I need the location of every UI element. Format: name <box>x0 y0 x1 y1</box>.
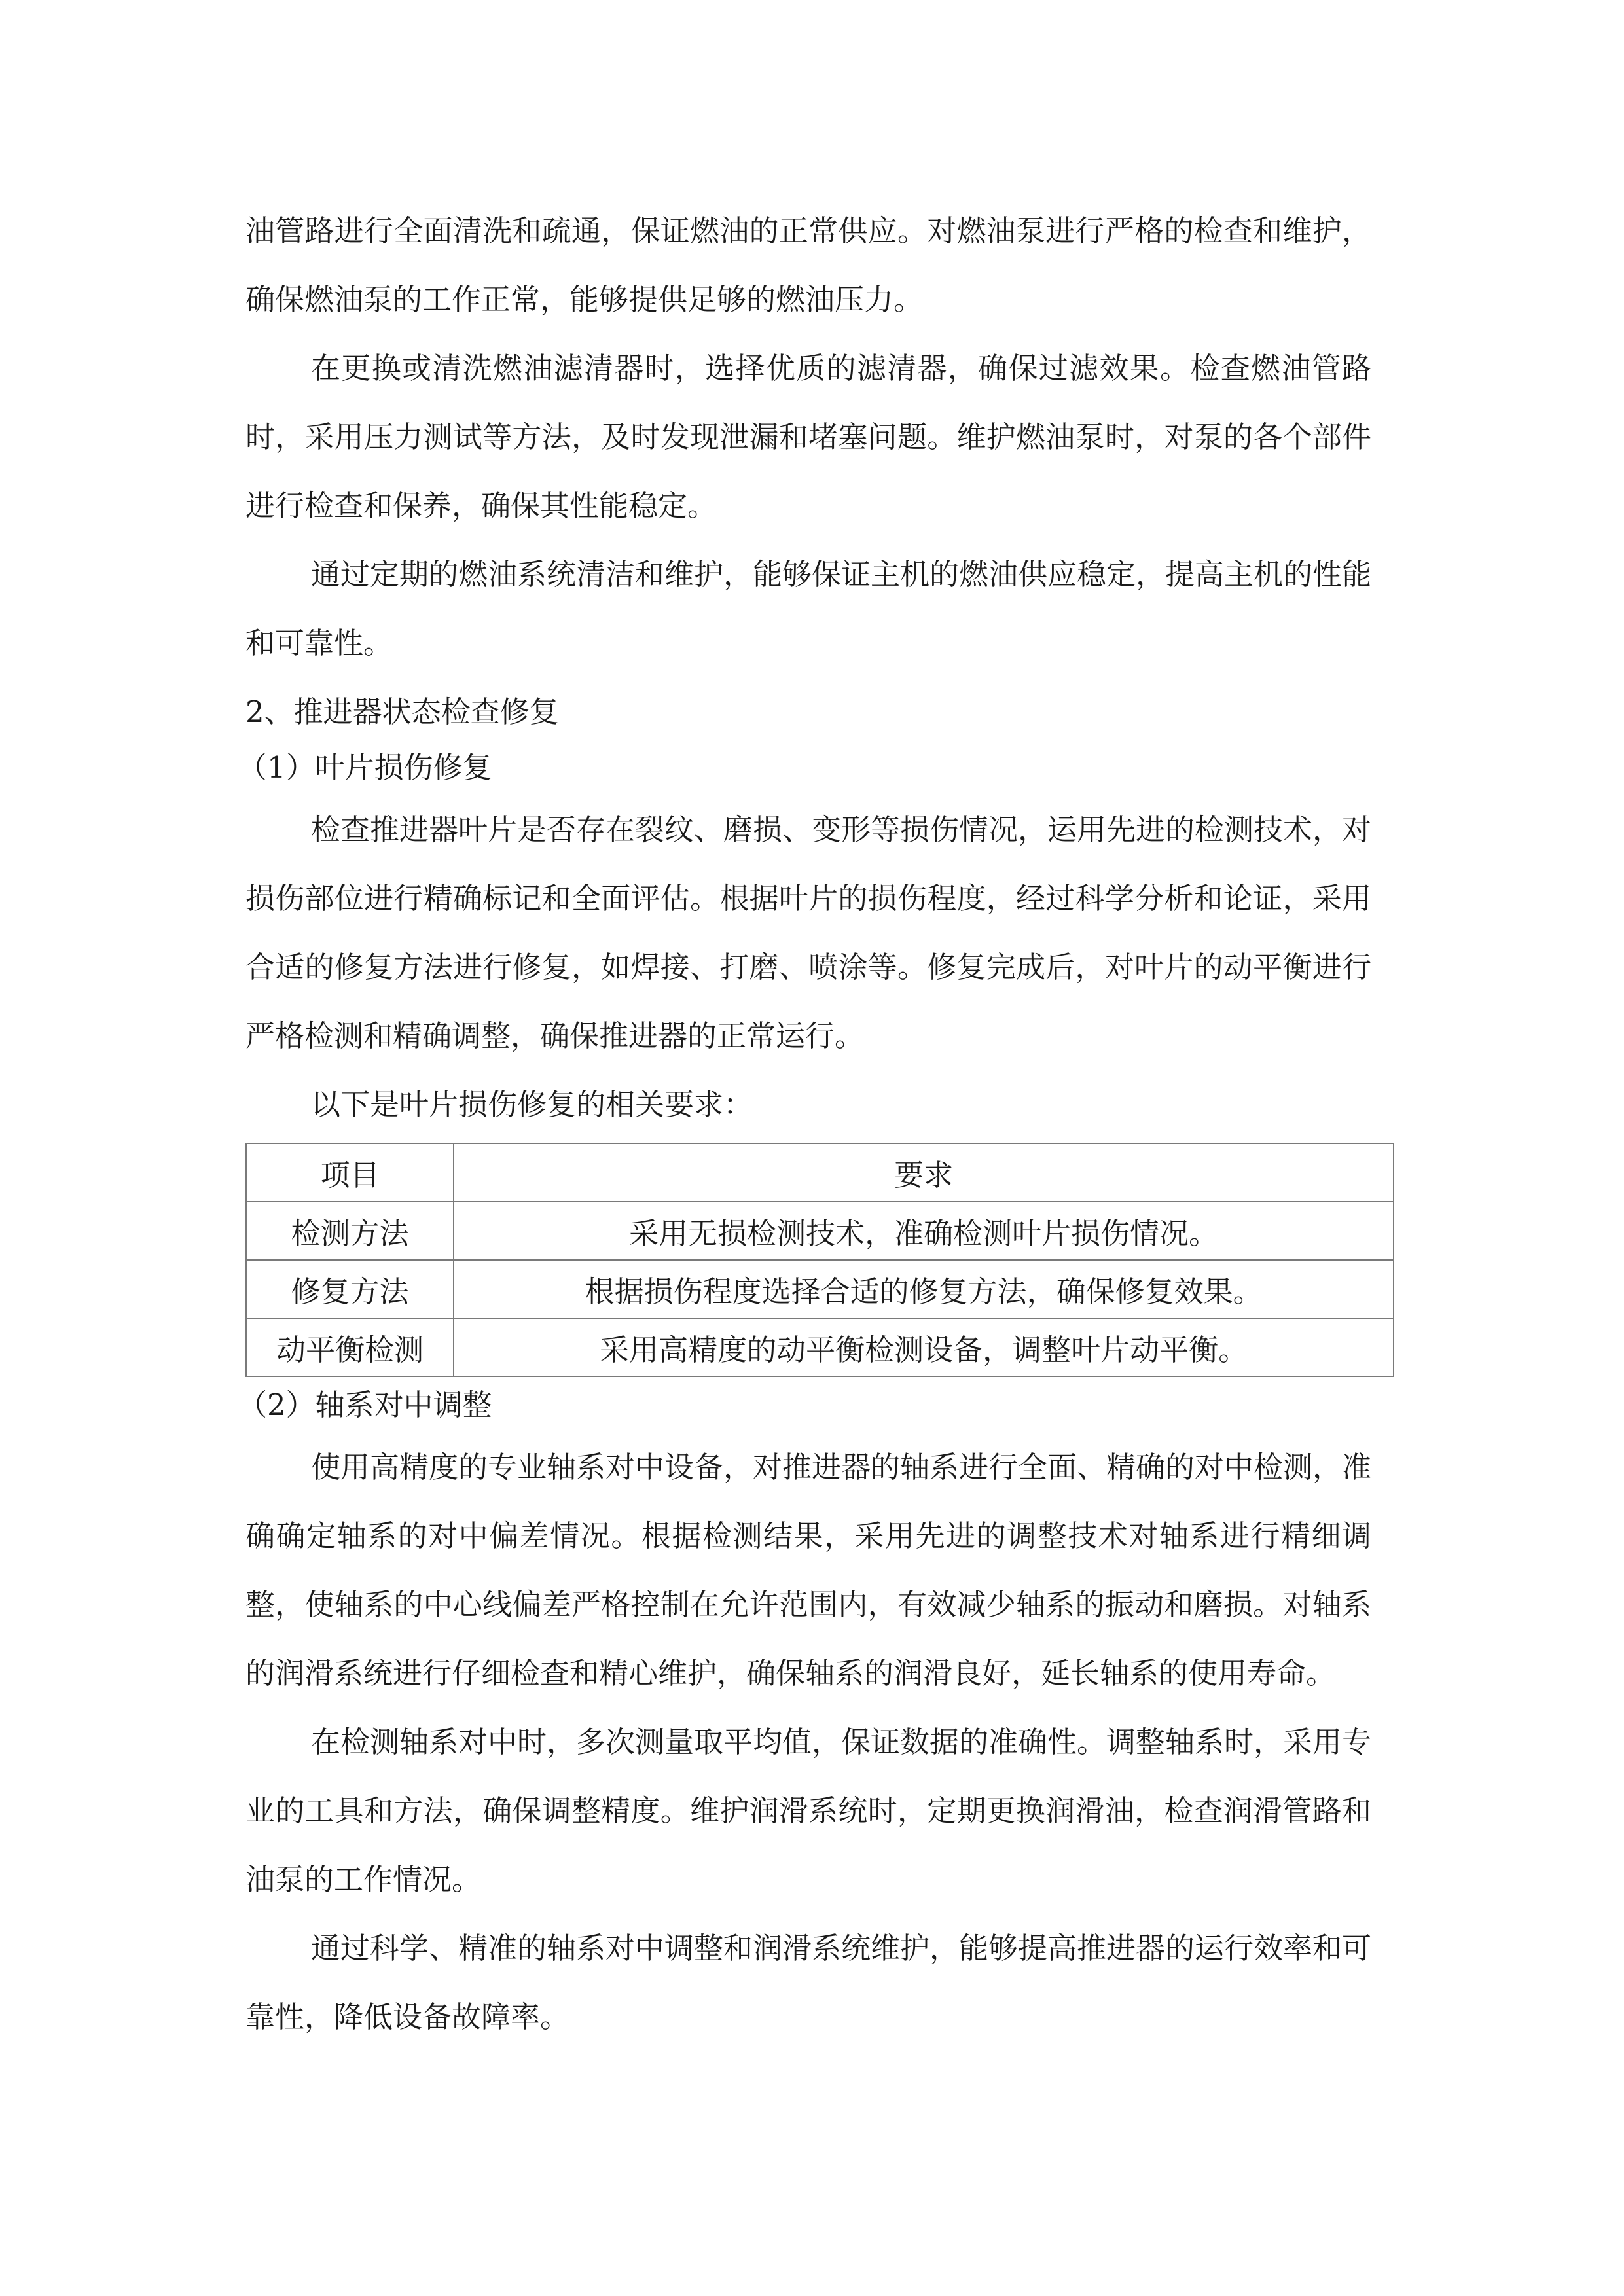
paragraph-shaft-alignment-adjustment: 使用高精度的专业轴系对中设备，对推进器的轴系进行全面、精确的对中检测，准确确定轴系的对中偏差情况。根据检测结果，采用先进的调整技术对轴系进行精细调整，使轴系的中心线偏差严格控制在允许范围内，有效减少轴系的振动和磨损。对轴系的润滑系统进行仔细检查和精心维护，确保轴系的润滑良好，延长轴系的使用寿命。 <box>245 1450 1372 1691</box>
paragraph-fuel-filter-replacement: 在更换或清洗燃油滤清器时，选择优质的滤清器，确保过滤效果。检查燃油管路时，采用压力测试等方法，及时发现泄漏和堵塞问题。维护燃油泵时，对泵的各个部件进行检查和保养，确保其性能稳定。 <box>245 351 1371 523</box>
table-row <box>246 1202 1394 1260</box>
table-intro-text: 以下是叶片损伤修复的相关要求： <box>311 1087 753 1122</box>
paragraph-shaft-alignment-summary: 通过科学、精准的轴系对中调整和润滑系统维护，能够提高推进器的运行效率和可靠性，降低设备故障率。 <box>245 1931 1372 2034</box>
page-content <box>238 196 1372 2051</box>
table-cell-item: 修复方法 <box>246 1260 454 1318</box>
table-row <box>246 1318 1394 1376</box>
subsection-heading-shaft-alignment: （2）轴系对中调整 <box>238 1388 492 1422</box>
subsection-heading-blade-repair: （1）叶片损伤修复 <box>238 750 492 785</box>
section-heading-propeller-inspection: 2、推进器状态检查修复 <box>245 694 559 729</box>
table-header-requirement: 要求 <box>454 1143 1394 1202</box>
table-cell-requirement: 采用高精度的动平衡检测设备，调整叶片动平衡。 <box>454 1318 1394 1376</box>
paragraph-shaft-alignment-measurement: 在检测轴系对中时，多次测量取平均值，保证数据的准确性。调整轴系时，采用专业的工具和方法，确保调整精度。维护润滑系统时，定期更换润滑油，检查润滑管路和油泵的工作情况。 <box>245 1725 1372 1897</box>
table-cell-item: 动平衡检测 <box>246 1318 454 1376</box>
paragraph-blade-damage-repair: 检查推进器叶片是否存在裂纹、磨损、变形等损伤情况，运用先进的检测技术，对损伤部位进行精确标记和全面评估。根据叶片的损伤程度，经过科学分析和论证，采用合适的修复方法进行修复，如焊接、打磨、喷涂等。修复完成后，对叶片的动平衡进行严格检测和精确调整，确保推进器的正常运行。 <box>245 812 1372 1053</box>
table-row <box>246 1260 1394 1318</box>
table-cell-requirement: 采用无损检测技术，准确检测叶片损伤情况。 <box>454 1202 1394 1260</box>
table-header-item: 项目 <box>246 1143 454 1202</box>
table-cell-item: 检测方法 <box>246 1202 454 1260</box>
table-header-row <box>246 1143 1394 1202</box>
table-cell-requirement: 根据损伤程度选择合适的修复方法，确保修复效果。 <box>454 1260 1394 1318</box>
paragraph-fuel-line-cleaning: 油管路进行全面清洗和疏通，保证燃油的正常供应。对燃油泵进行严格的检查和维护，确保燃油泵的工作正常，能够提供足够的燃油压力。 <box>245 213 1371 317</box>
blade-repair-requirements-table <box>245 1143 1394 1377</box>
paragraph-fuel-system-summary: 通过定期的燃油系统清洁和维护，能够保证主机的燃油供应稳定，提高主机的性能和可靠性。 <box>245 557 1372 660</box>
